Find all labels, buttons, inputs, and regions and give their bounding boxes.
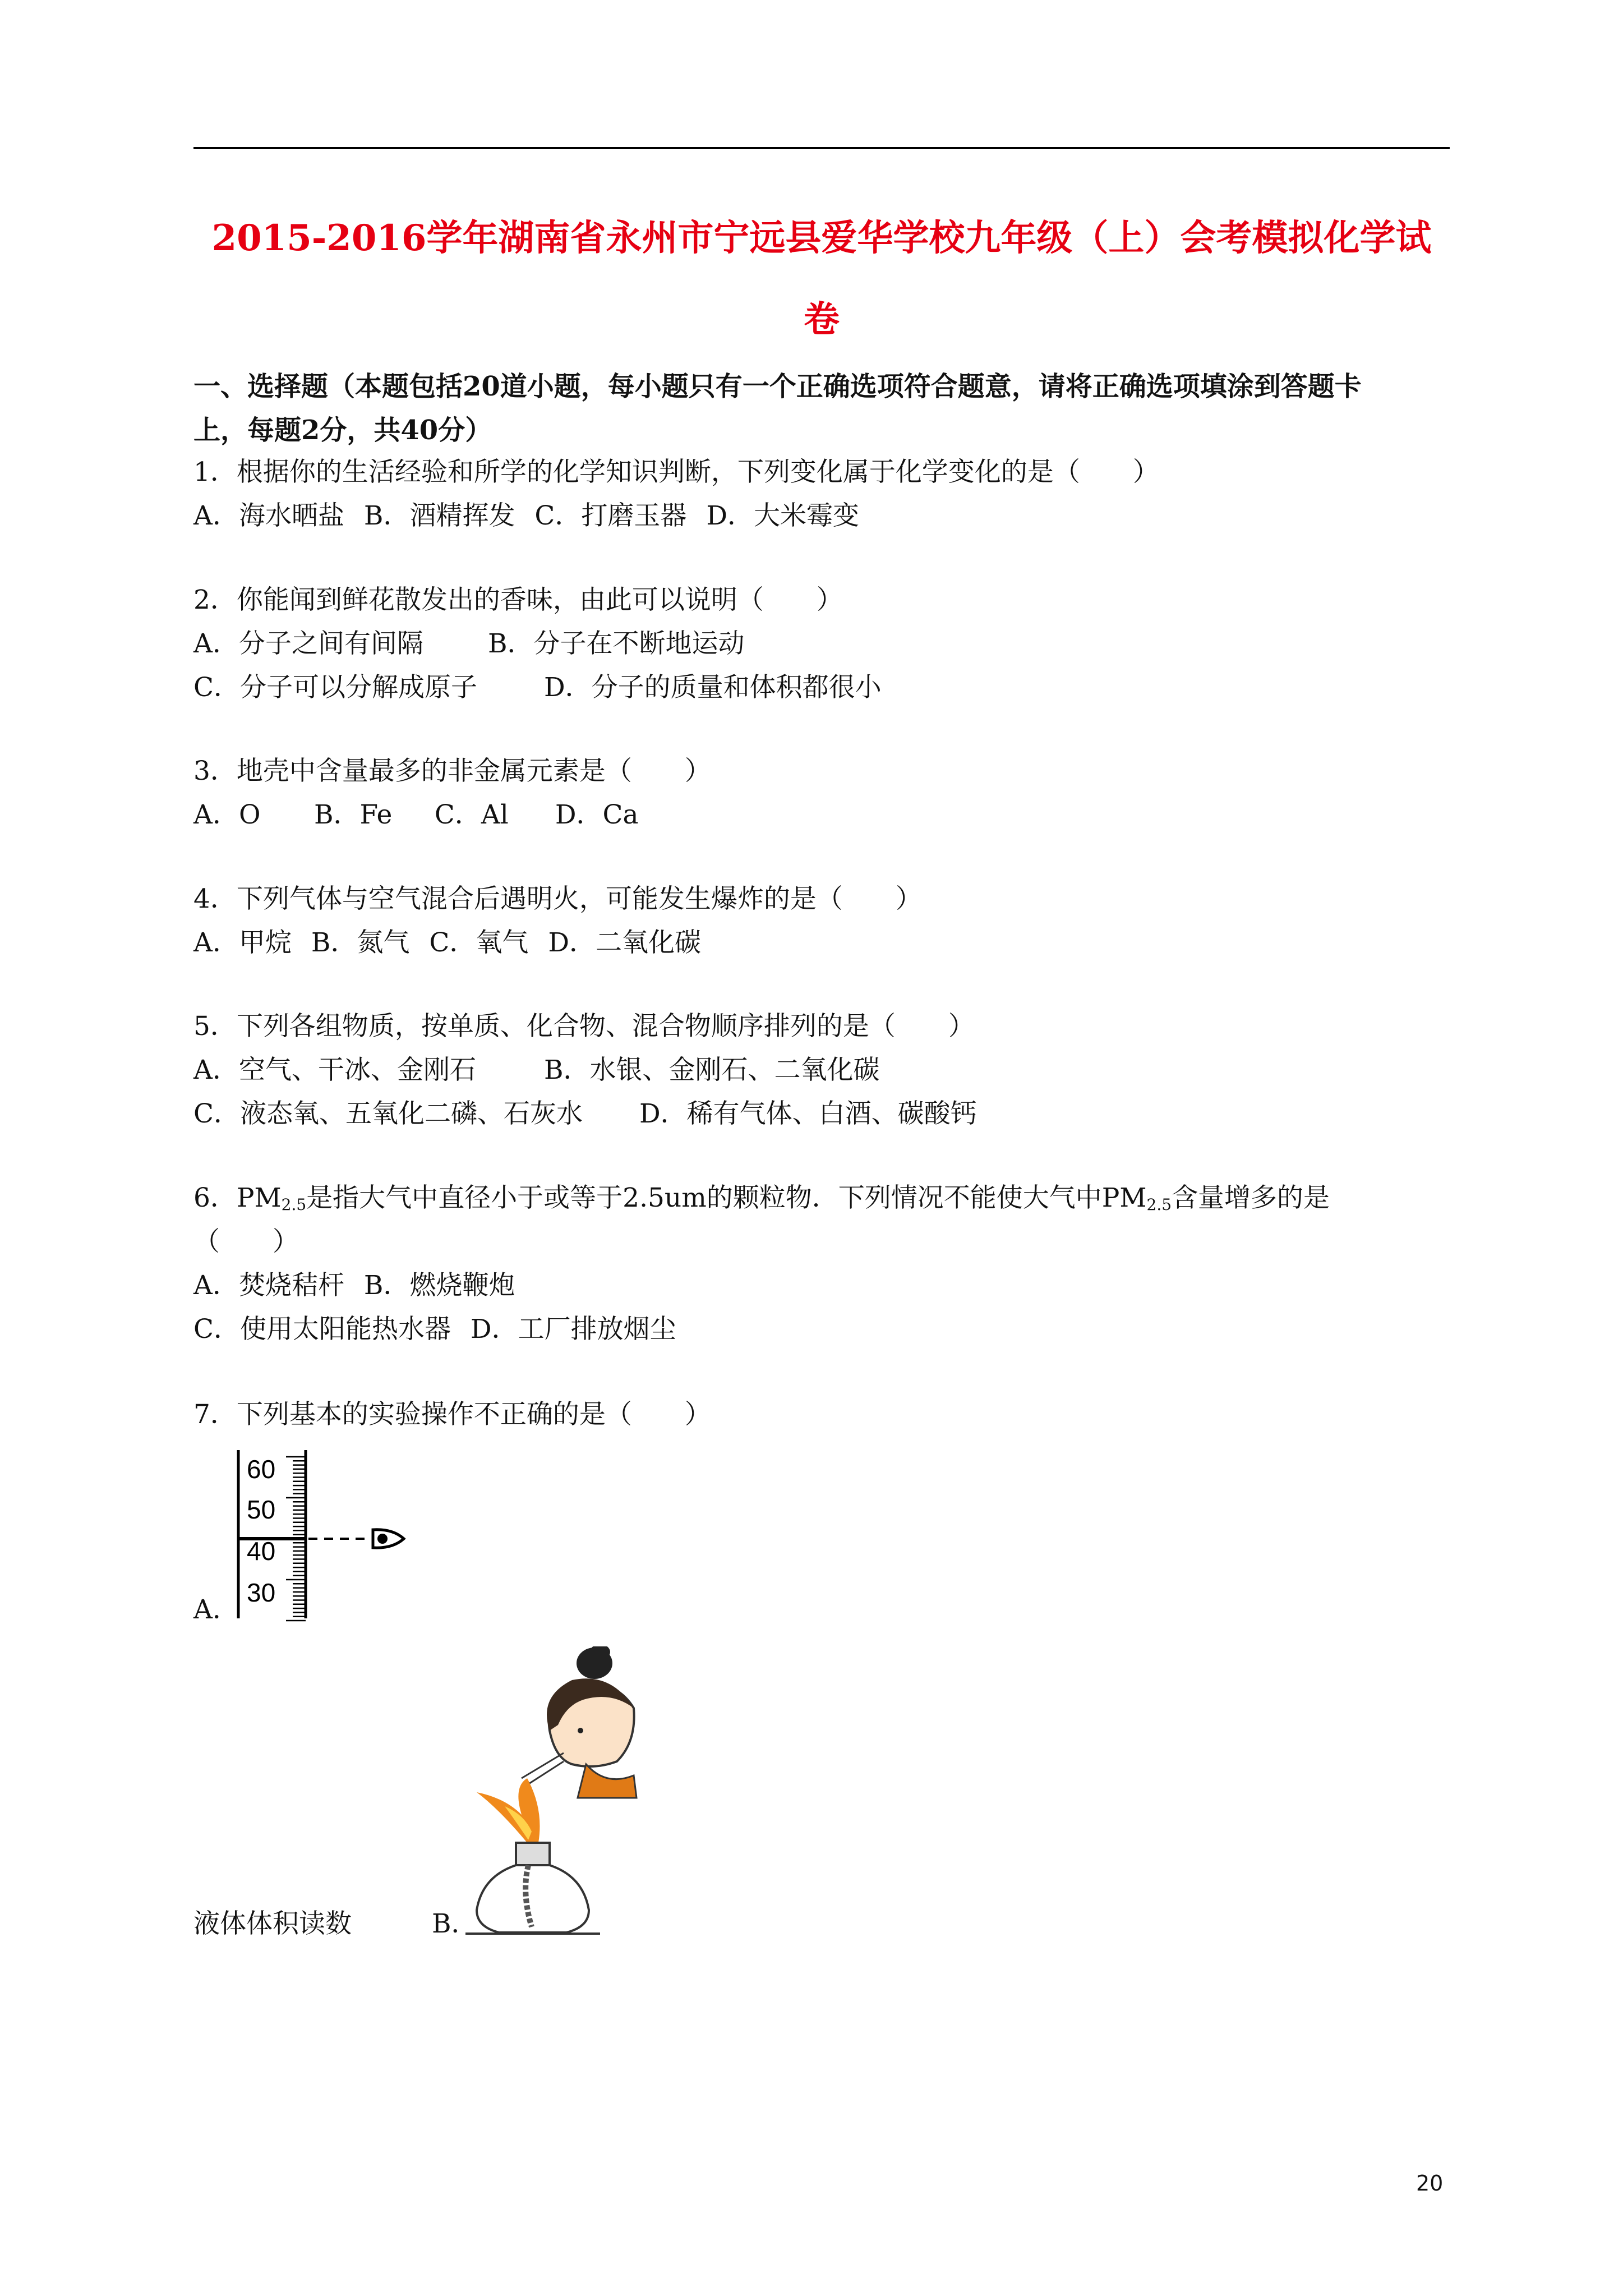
- option-c: C．分子可以分解成原子: [193, 672, 477, 703]
- option-d: D．Ca: [555, 799, 639, 830]
- tick-label-60: 60: [247, 1455, 276, 1484]
- question-2-stem: 2．你能闻到鲜花散发出的香味，由此可以说明（ ）: [193, 585, 843, 615]
- option-b: B．Fe: [313, 799, 393, 830]
- option-d: D．二氧化碳: [548, 927, 702, 958]
- header-rule: [193, 147, 1450, 149]
- option-b-label: B．: [431, 1908, 478, 1939]
- option-a: A．焚烧秸杆: [193, 1270, 344, 1301]
- subscript: 2.5: [1146, 1195, 1172, 1214]
- option-d: D．大米霉变: [706, 500, 860, 531]
- option-c: C．使用太阳能热水器: [193, 1314, 451, 1345]
- page-number: 20: [1416, 2171, 1444, 2196]
- option-a: A．海水晒盐: [193, 500, 344, 531]
- alcohol-lamp-icon: [465, 1843, 600, 1934]
- eye-icon: [373, 1530, 404, 1548]
- stem-part: 含量增多的是: [1172, 1182, 1330, 1213]
- option-c: C．液态氧、五氧化二磷、石灰水: [193, 1098, 583, 1129]
- question-1-options: [193, 499, 859, 533]
- tick-label-50: 50: [247, 1495, 276, 1524]
- subscript: 2.5: [281, 1195, 307, 1214]
- question-4-stem: 4．下列气体与空气混合后遇明火，可能发生爆炸的是（ ）: [193, 884, 922, 914]
- question-6-options-row1: [193, 1269, 515, 1303]
- option-c: C．Al: [434, 799, 509, 830]
- option-b: B．燃烧鞭炮: [363, 1270, 515, 1301]
- stem-part: 是指大气中直径小于或等于2.5um的颗粒物．下列情况不能使大气中PM: [306, 1182, 1147, 1213]
- option-c: C．氧气: [429, 927, 529, 958]
- option-a-caption: 液体体积读数: [193, 1908, 352, 1939]
- stem-part: 6．PM: [193, 1182, 282, 1213]
- question-5-stem: 5．下列各组物质，按单质、化合物、混合物顺序排列的是（ ）: [193, 1011, 975, 1042]
- option-c: C．打磨玉器: [534, 500, 687, 531]
- question-5-options-row2: [193, 1097, 977, 1131]
- question-6-options-row2: [193, 1313, 676, 1346]
- section-heading-line2: 上，每题2分，共40分）: [193, 415, 492, 446]
- question-7-option-a-label: A．: [193, 1594, 239, 1625]
- question-7-caption-row: [193, 1907, 478, 1941]
- question-3-options: [193, 798, 639, 832]
- alcohol-lamp-figure: [465, 1646, 656, 1955]
- option-a: A．空气、干冰、金刚石: [193, 1055, 476, 1085]
- question-6-stem: [193, 1181, 1330, 1222]
- option-a: A．甲烷: [193, 927, 292, 958]
- question-7-stem: 7．下列基本的实验操作不正确的是（ ）: [193, 1399, 711, 1430]
- option-d: D．工厂排放烟尘: [470, 1314, 676, 1345]
- section-heading-line1: 一、选择题（本题包括20道小题，每小题只有一个正确选项符合题意，请将正确选项填涂到答题卡: [193, 371, 1362, 402]
- tick-label-30: 30: [247, 1578, 276, 1607]
- option-d: D．分子的质量和体积都很小: [543, 672, 882, 703]
- girl-head-icon: [547, 1646, 637, 1798]
- option-b: B．氮气: [311, 927, 410, 958]
- option-a: A．O: [193, 799, 261, 830]
- option-b: B．水银、金刚石、二氧化碳: [543, 1055, 880, 1085]
- question-4-options: [193, 926, 701, 960]
- flame-icon: [477, 1778, 540, 1843]
- option-a: A．分子之间有间隔: [193, 628, 423, 659]
- graduated-cylinder-figure: [230, 1450, 415, 1624]
- question-2-options-row2: [193, 671, 882, 705]
- question-1-stem: 1．根据你的生活经验和所学的化学知识判断，下列变化属于化学变化的是（ ）: [193, 457, 1159, 487]
- option-b: B．分子在不断地运动: [487, 628, 745, 659]
- page-title-line2: 卷: [804, 298, 840, 341]
- option-b: B．酒精挥发: [363, 500, 515, 531]
- question-2-options-row1: [193, 627, 745, 661]
- question-3-stem: 3．地壳中含量最多的非金属元素是（ ）: [193, 756, 711, 786]
- question-6-stem-line2: （ ）: [193, 1226, 299, 1257]
- tick-label-40: 40: [247, 1536, 276, 1566]
- option-d: D．稀有气体、白酒、碳酸钙: [639, 1098, 977, 1129]
- page-title-line1: 2015-2016学年湖南省永州市宁远县爱华学校九年级（上）会考模拟化学试: [211, 217, 1432, 259]
- question-5-options-row1: [193, 1053, 880, 1087]
